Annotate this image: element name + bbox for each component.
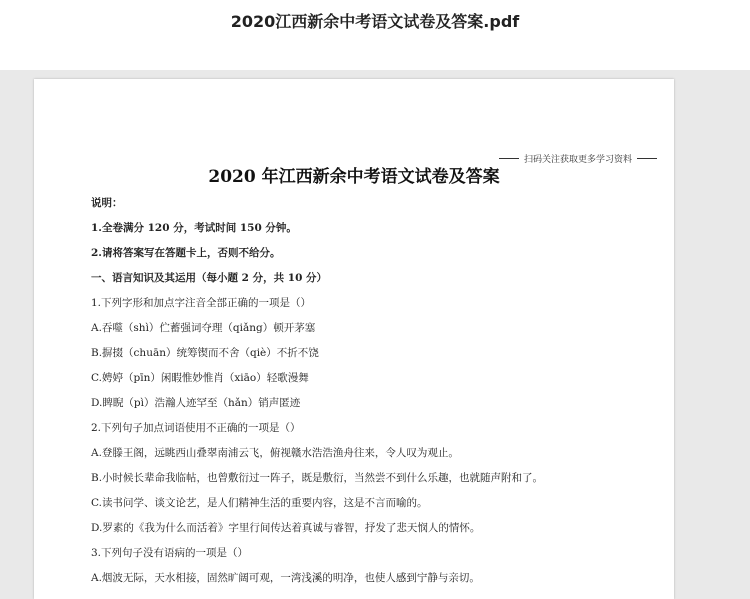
- instructions-heading: 说明：: [91, 197, 123, 209]
- banner-rule-left: [499, 158, 519, 159]
- option-line: C.娉婷（pīn）闲暇惟妙惟肖（xiāo）轻歌漫舞: [91, 372, 309, 384]
- question-line: 3.下列句子没有语病的一项是（）: [91, 547, 249, 559]
- instruction-line: 1.全卷满分 120 分，考试时间 150 分钟。: [91, 222, 297, 234]
- question-line: 1.下列字形和加点字注音全部正确的一项是（）: [91, 297, 312, 309]
- option-line: A.烟波无际，天水相接，固然旷阔可观，一湾浅溪的明净，也使人感到宁静与亲切。: [91, 572, 480, 584]
- option-line: D.睥睨（pì）浩瀚人迹罕至（hǎn）销声匿迹: [91, 397, 301, 409]
- document-page: [34, 79, 674, 599]
- banner-text: 扫码关注获取更多学习资料: [523, 155, 632, 165]
- banner-rule-right: [637, 158, 657, 159]
- section-heading: 一、语言知识及其运用（每小题 2 分，共 10 分）: [91, 272, 328, 284]
- option-line: D.罗素的《我为什么而活着》字里行间传达着真诚与睿智，抒发了悲天悯人的情怀。: [91, 522, 481, 534]
- viewer-header: [0, 0, 750, 70]
- option-line: B.小时候长辈命我临帖，也曾敷衍过一阵子，既是敷衍，当然尝不到什么乐趣，也就随声附和了。: [91, 472, 544, 484]
- paper-title: 2020 年江西新余中考语文试卷及答案: [208, 167, 500, 187]
- option-line: A.吞噬（shì）伫蓄强词夺理（qiǎng）顿开茅塞: [91, 322, 316, 334]
- question-line: 2.下列句子加点词语使用不正确的一项是（）: [91, 422, 301, 434]
- option-line: C.读书问学、谈文论艺，是人们精神生活的重要内容，这是不言而喻的。: [91, 497, 428, 509]
- instruction-line: 2.请将答案写在答题卡上，否则不给分。: [91, 247, 281, 259]
- option-line: A.登滕王阁，远眺西山叠翠南浦云飞，俯视赣水浩浩渔舟往来，令人叹为观止。: [91, 447, 459, 459]
- option-line: B.摒掇（chuān）统筹锲而不舍（qiè）不折不饶: [91, 347, 319, 359]
- file-name-title: 2020江西新余中考语文试卷及答案.pdf: [230, 12, 520, 31]
